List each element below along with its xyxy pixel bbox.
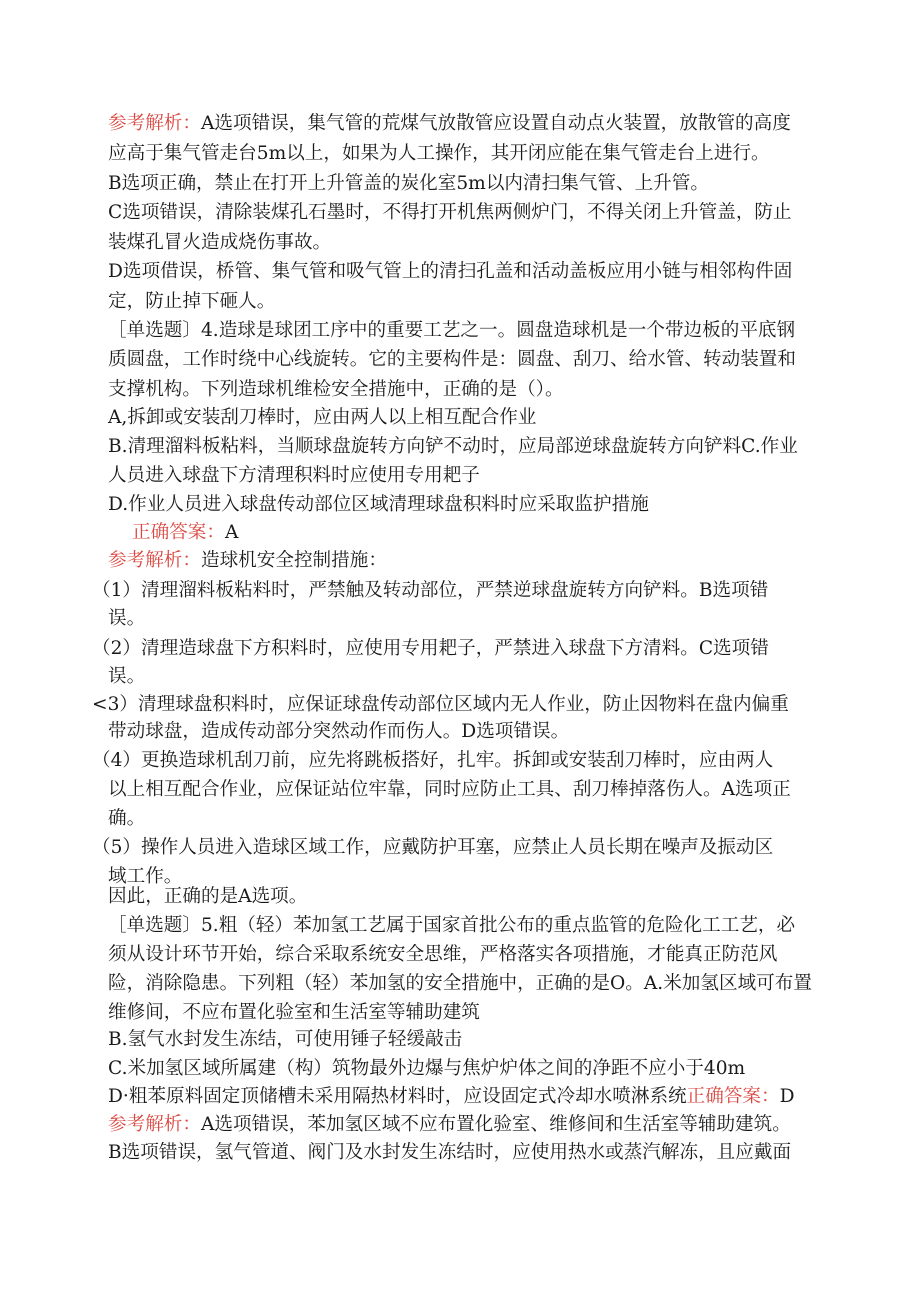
text-line: 因此，正确的是A选项。 xyxy=(108,886,308,907)
question-line: ［单选题〕5.粗（轻）苯加氢工艺属于国家首批公布的重点监管的危险化工工艺，必 xyxy=(108,915,796,936)
text-line: （4）更换造球机刮刀前，应先将跳板搭好，扎牢。拆卸或安装刮刀棒时，应由两人 xyxy=(92,750,774,771)
text-line: D选项借误，桥管、集气管和吸气管上的清扫孔盖和活动盖板应用小链与相邻构件固 xyxy=(108,261,793,282)
analysis-line: 参考解析：A选项错误，苯加氢区域不应布置化验室、维修间和生活室等辅助建筑。 xyxy=(108,1114,791,1135)
answer-label: 正确答案： xyxy=(686,1086,780,1107)
text-line: <3）清理球盘积料时，应保证球盘传动部位区域内无人作业，防止因物料在盘内偏重 xyxy=(92,694,789,715)
question-line: 险，消除隐患。下列粗（轻）苯加氢的安全措施中，正确的是O。A.米加氢区域可布置 xyxy=(108,973,812,994)
analysis-label: 参考解析： xyxy=(108,113,201,134)
option-answer-line: D·粗苯原料固定顶储槽未采用隔热材料时，应设固定式冷却水喷淋系统正确答案：D xyxy=(108,1086,795,1107)
answer-label: 正确答案： xyxy=(132,522,225,543)
text-line: 误。 xyxy=(108,608,146,629)
option-line: B.清理溜料板粘料，当顺球盘旋转方向铲不动时，应局部逆球盘旋转方向铲料C.作业 xyxy=(108,436,798,457)
text-line: （5）操作人员进入造球区域工作，应戴防护耳塞，应禁止人员长期在噪声及振动区 xyxy=(92,837,774,858)
option-line: B.氢气水封发生冻结，可使用锤子轻缓敲击 xyxy=(108,1029,463,1050)
answer-line: 正确答案：A xyxy=(132,522,239,543)
question-line: ［单选题〕4.造球是球团工序中的重要工艺之一。圆盘造球机是一个带边板的平底钢 xyxy=(108,320,796,341)
text-line: C选项错误，清除装煤孔石墨时，不得打开机焦两侧炉门，不得关闭上升管盖，防止 xyxy=(108,202,792,223)
text-line: 以上相互配合作业，应保证站位牢靠，同时应防止工具、刮刀棒掉落伤人。A选项正 xyxy=(108,779,791,800)
text-line: 误。 xyxy=(108,666,146,687)
question-line: 支撑机构。下列造球机维检安全措施中，正确的是（）。 xyxy=(108,379,564,400)
text-line: 定，防止掉下砸人。 xyxy=(108,291,276,312)
text-line: 带动球盘，造成传动部分突然动作而伤人。D选项错误。 xyxy=(108,721,570,742)
option-line: D.作业人员进入球盘传动部位区域清理球盘积料时应采取监护措施 xyxy=(108,494,649,515)
option-line: C.米加氢区域所属建（构）筑物最外边爆与焦炉炉体之间的净距不应小于40m xyxy=(108,1058,746,1079)
text-line: 应高于集气管走台5m以上，如果为人工操作，其开闭应能在集气管走台上进行。 xyxy=(108,143,770,164)
text-line: B选项正确，禁止在打开上升管盖的炭化室5m以内清扫集气管、上升管。 xyxy=(108,173,709,194)
analysis-line: 参考解析：A选项错误，集气管的荒煤气放散管应设置自动点火装置，放散管的高度 xyxy=(108,113,791,134)
analysis-label: 参考解析： xyxy=(108,1114,201,1135)
text-line: B选项错误，氢气管道、阀门及水封发生冻结时，应使用热水或蒸汽解冻，且应戴面 xyxy=(108,1142,792,1163)
question-line: 质圆盘，工作时绕中心线旋转。它的主要构件是：圆盘、刮刀、给水管、转动装置和 xyxy=(108,349,796,370)
text-line: 确。 xyxy=(108,808,146,829)
analysis-line: 参考解析：造球机安全控制措施： xyxy=(108,550,387,571)
text-line: （2）清理造球盘下方积料时，应使用专用耙子，严禁进入球盘下方清料。C选项错 xyxy=(92,638,769,659)
text-line: 装煤孔冒火造成烧伤事故。 xyxy=(108,232,332,253)
text-line: 域工作。 xyxy=(108,866,183,887)
option-line: A,拆卸或安装刮刀棒时，应由两人以上相互配合作业 xyxy=(108,407,537,428)
option-line: 维修间，不应布置化验室和生活室等辅助建筑 xyxy=(108,1002,480,1023)
analysis-label: 参考解析： xyxy=(108,550,201,571)
option-line: 人员进入球盘下方清理积料时应使用专用耙子 xyxy=(108,465,480,486)
text-line: （1）清理溜料板粘料时，严禁触及转动部位，严禁逆球盘旋转方向铲料。B选项错 xyxy=(92,580,769,601)
question-line: 须从设计环节开始，综合采取系统安全思维，严格落实各项措施，才能真正防范风 xyxy=(108,944,778,965)
